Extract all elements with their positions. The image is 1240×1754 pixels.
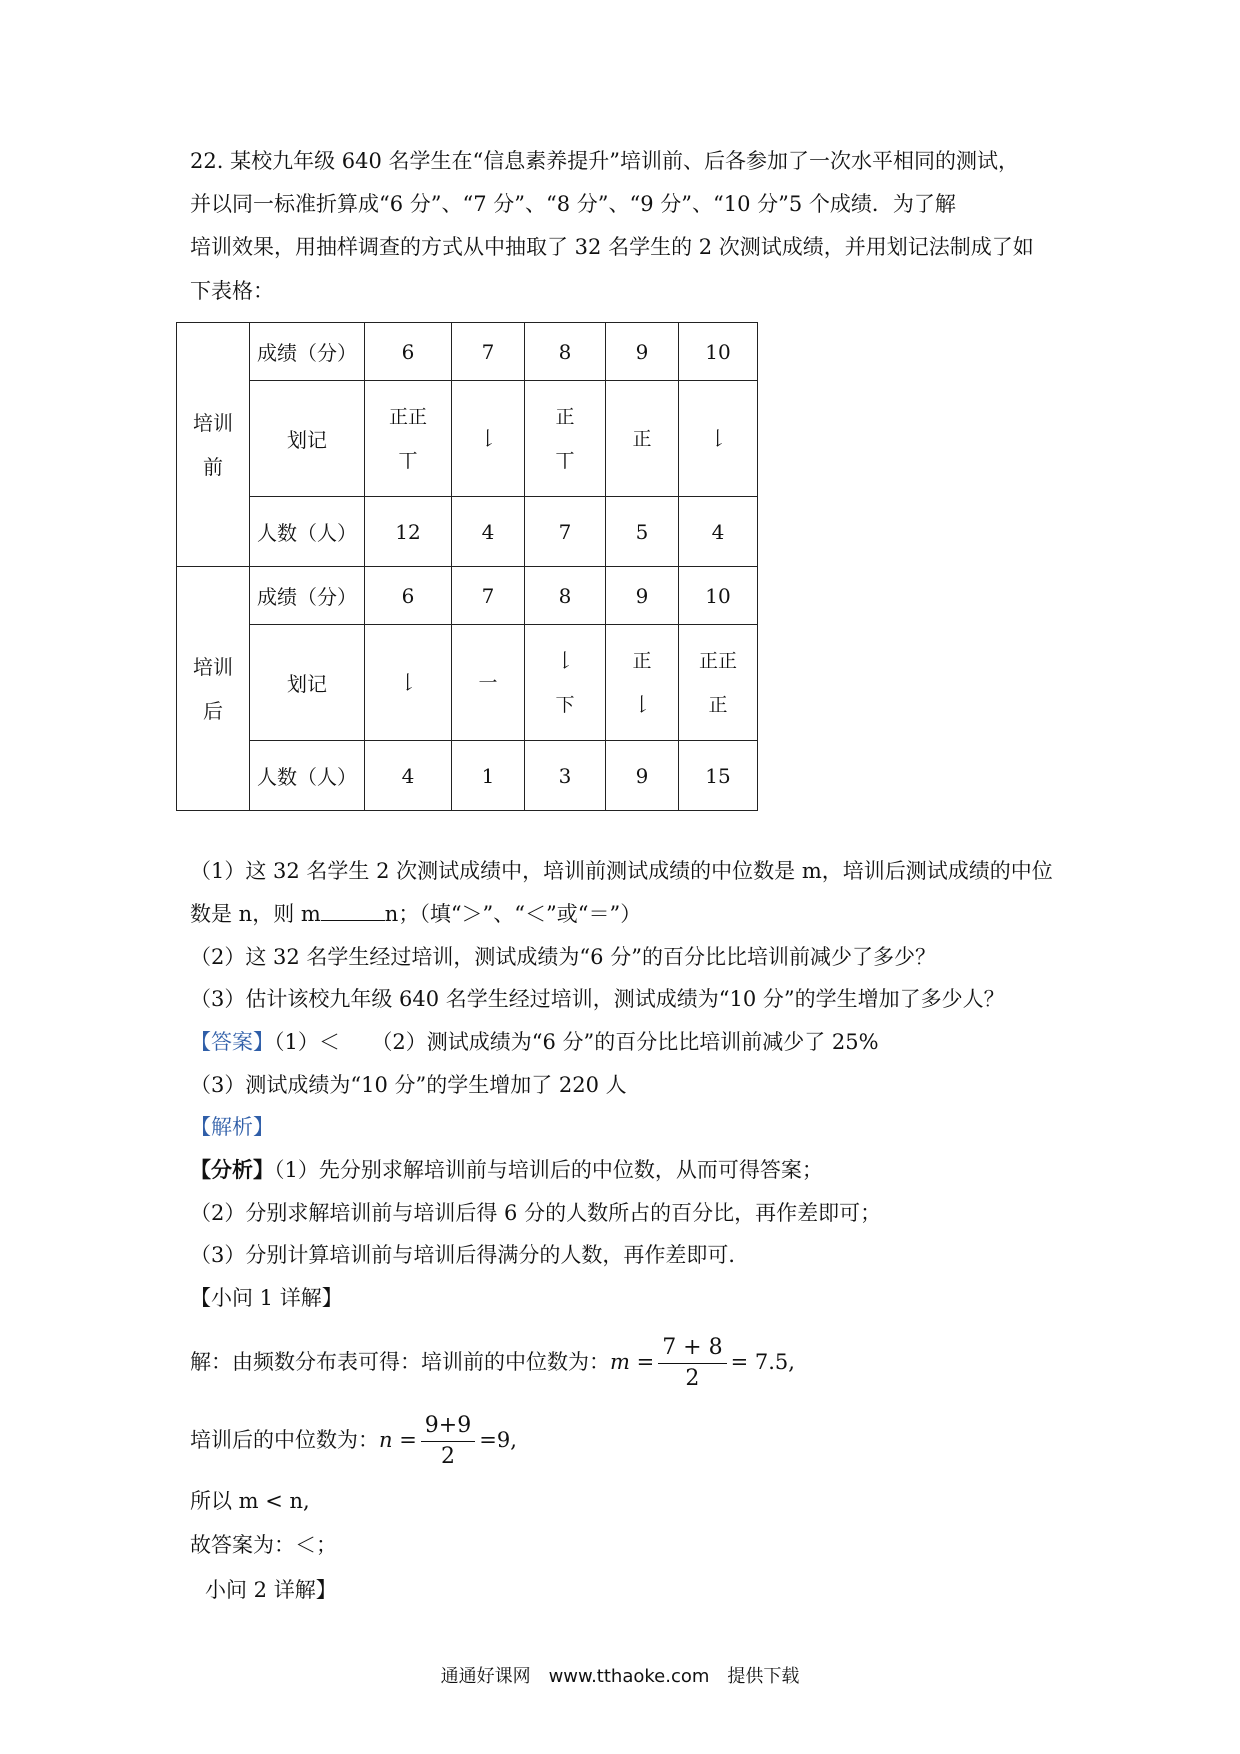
score-cell: 8 xyxy=(525,567,606,625)
answer-line-1: 【答案】（1）＜ （2）测试成绩为“6 分”的百分比比培训前减少了 25% xyxy=(190,1030,879,1054)
score-cell: 7 xyxy=(452,323,525,381)
count-cell: 4 xyxy=(365,741,452,811)
score-cell: 9 xyxy=(606,323,679,381)
question-line-3: 培训效果，用抽样调查的方式从中抽取了 32 名学生的 2 次测试成绩，并用划记法制成了如 xyxy=(190,235,1034,259)
score-cell: 10 xyxy=(679,323,758,381)
tally-cell: 正正 正 xyxy=(679,625,758,741)
tally-cell: 𠄌 xyxy=(679,381,758,497)
score-header-after: 成绩（分） xyxy=(250,567,365,625)
detail-2-label: 小问 2 详解】 xyxy=(205,1578,337,1602)
footer-watermark: 通通好课网 www.tthaoke.com 提供下载 xyxy=(440,1666,800,1687)
subquestion-2: （2）这 32 名学生经过培训，测试成绩为“6 分”的百分比比培训前减少了多少？ xyxy=(190,945,936,969)
question-line-2: 并以同一标准折算成“6 分”、“7 分”、“8 分”、“9 分”、“10 分”5 个成绩．为了解 xyxy=(190,192,956,216)
score-cell: 6 xyxy=(365,323,452,381)
tally-cell: 一 xyxy=(452,625,525,741)
solution-m-line: 解：由频数分布表可得：培训前的中位数为：m = $\frac{7 + 8}{2}$ = 7.5, xyxy=(190,1322,795,1402)
detail-1-label: 【小问 1 详解】 xyxy=(190,1286,343,1310)
question-line-4: 下表格： xyxy=(190,279,274,303)
subquestion-1a: （1）这 32 名学生 2 次测试成绩中，培训前测试成绩的中位数是 m，培训后测试成绩的中位 xyxy=(190,859,1053,883)
answer-blank xyxy=(321,898,385,921)
count-cell: 4 xyxy=(452,497,525,567)
tally-cell: 𠄌 xyxy=(452,381,525,497)
score-header-before: 成绩（分） xyxy=(250,323,365,381)
answer-line-2: （3）测试成绩为“10 分”的学生增加了 220 人 xyxy=(190,1073,627,1097)
count-cell: 9 xyxy=(606,741,679,811)
count-cell: 12 xyxy=(365,497,452,567)
tally-header-before: 划记 xyxy=(250,381,365,497)
solution-n-line: 培训后的中位数为：n = $\frac{9+9}{2}$ =9, xyxy=(190,1400,517,1480)
question-line-1: 22. 某校九年级 640 名学生在“信息素养提升”培训前、后各参加了一次水平相同的测试， xyxy=(190,149,1019,173)
count-cell: 5 xyxy=(606,497,679,567)
tally-cell: 𠄌 下 xyxy=(525,625,606,741)
score-cell: 10 xyxy=(679,567,758,625)
count-cell: 15 xyxy=(679,741,758,811)
subquestion-3: （3）估计该校九年级 640 名学生经过培训，测试成绩为“10 分”的学生增加了多少人？ xyxy=(190,987,1005,1011)
count-header-after: 人数（人） xyxy=(250,741,365,811)
fenxi-line-1: 【分析】（1）先分别求解培训前与培训后的中位数，从而可得答案； xyxy=(190,1157,823,1182)
final-answer-line: 故答案为：＜； xyxy=(190,1533,337,1557)
group-before: 培训 前 xyxy=(177,323,250,567)
count-cell: 4 xyxy=(679,497,758,567)
count-cell: 7 xyxy=(525,497,606,567)
answer-label: 【答案】 xyxy=(190,1030,274,1054)
tally-table xyxy=(176,322,758,811)
fenxi-line-3: （3）分别计算培训前与培训后得满分的人数，再作差即可． xyxy=(190,1243,750,1267)
score-cell: 6 xyxy=(365,567,452,625)
tally-header-after: 划记 xyxy=(250,625,365,741)
score-cell: 9 xyxy=(606,567,679,625)
tally-cell: 正 xyxy=(606,381,679,497)
tally-cell: 正正 丅 xyxy=(365,381,452,497)
subquestion-1b: 数是 n，则 m n；（填“＞”、“＜”或“＝”） xyxy=(190,898,641,929)
score-cell: 8 xyxy=(525,323,606,381)
tally-cell: 正 𠄌 xyxy=(606,625,679,741)
fraction-n: $\frac{9+9}{2}$ xyxy=(421,1411,475,1472)
count-header-before: 人数（人） xyxy=(250,497,365,567)
count-cell: 3 xyxy=(525,741,606,811)
fraction-m: $\frac{7 + 8}{2}$ xyxy=(658,1333,726,1394)
so-line: 所以 m < n, xyxy=(190,1489,310,1513)
group-after: 培训 后 xyxy=(177,567,250,811)
fenxi-line-2: （2）分别求解培训前与培训后得 6 分的人数所占的百分比，再作差即可； xyxy=(190,1201,882,1225)
count-cell: 1 xyxy=(452,741,525,811)
score-cell: 7 xyxy=(452,567,525,625)
tally-cell: 𠄌 xyxy=(365,625,452,741)
analysis-label: 【解析】 xyxy=(190,1115,274,1139)
tally-cell: 正 丅 xyxy=(525,381,606,497)
